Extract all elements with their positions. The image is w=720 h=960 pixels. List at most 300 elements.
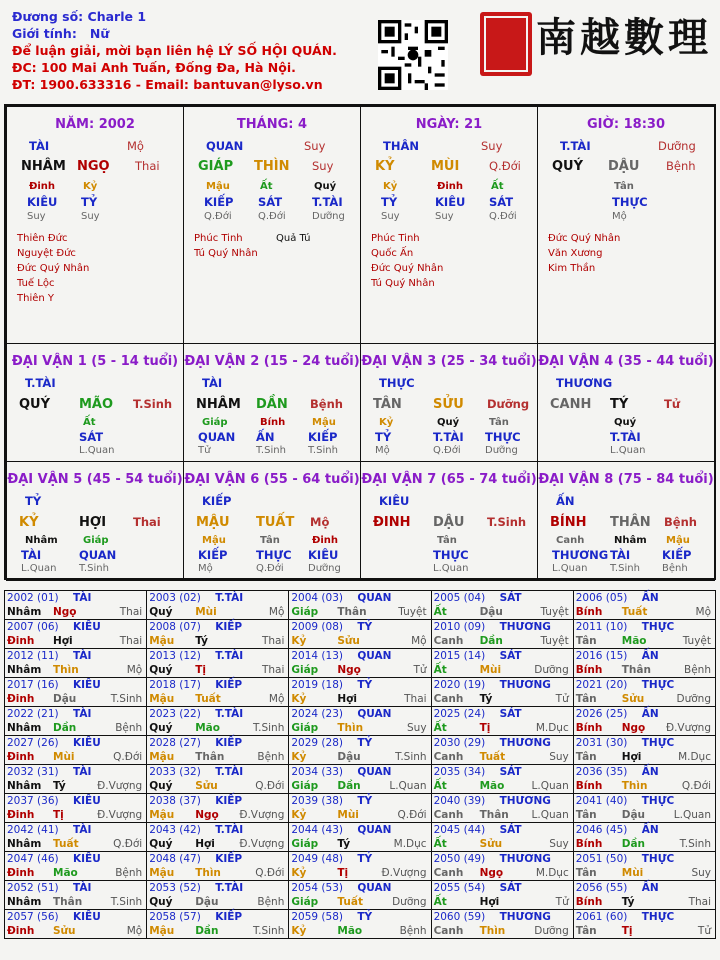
dai-van-1: [6, 343, 184, 462]
dv-hidden-stem-3: Đinh: [312, 535, 339, 546]
year-can: Tân: [575, 809, 597, 821]
god-star: Quốc Ấn: [371, 248, 414, 259]
annual-row: [5, 620, 716, 649]
hidden-stem-2: Kỷ: [83, 181, 98, 192]
pillar-top-right: Dưỡng: [658, 139, 696, 153]
dv-hidden-phase-2: L.Quan: [610, 445, 646, 456]
dai-van-chi: DẦN: [256, 397, 288, 412]
annual-cell: [5, 765, 147, 794]
dv-hidden-stem-2: Quý: [614, 417, 637, 428]
year-can: Đinh: [7, 867, 35, 879]
dv-hidden-stem-2: Tân: [437, 535, 457, 546]
year-can: Kỷ: [291, 809, 307, 821]
dai-van-star: ẤN: [556, 494, 575, 508]
annual-row: [5, 678, 716, 707]
annual-cell: [431, 678, 573, 707]
year-label: 2030 (29): [433, 737, 486, 749]
year-can: Mậu: [149, 635, 175, 647]
year-can: Nhâm: [7, 664, 42, 676]
year-chi: Dần: [195, 925, 219, 937]
year-star: THƯƠNG: [499, 737, 551, 749]
annual-cell: [431, 823, 573, 852]
year-chi: Dậu: [53, 693, 77, 705]
annual-cell: [5, 736, 147, 765]
year-star: TÀI: [73, 592, 92, 604]
year-chi: Dậu: [195, 896, 219, 908]
year-phase: Mộ: [268, 606, 285, 618]
dai-van-2: [183, 343, 361, 462]
year-phase: Thai: [688, 896, 711, 908]
dai-van-chi: HỢI: [79, 515, 107, 530]
year-phase: Suy: [691, 867, 711, 879]
dv-hidden-stem-1: Nhâm: [25, 535, 58, 546]
dv-hidden-phase-1: Tử: [198, 445, 211, 456]
annual-cell: [289, 794, 431, 823]
year-phase: Đ.Vượng: [239, 838, 285, 850]
year-label: 2037 (36): [7, 795, 59, 807]
dai-van-chi: SỬU: [433, 397, 464, 412]
annual-luck-table: [4, 590, 716, 939]
year-can: Canh: [433, 925, 464, 937]
year-chi: Tuất: [53, 838, 79, 850]
year-phase: Bệnh: [257, 896, 285, 908]
year-phase: M.Dục: [535, 867, 569, 879]
year-label: 2051 (50): [575, 853, 628, 865]
pillar-top-right: Mộ: [127, 139, 144, 153]
annual-cell: [289, 591, 431, 620]
year-star: T.TÀI: [215, 708, 244, 720]
year-star: THƯƠNG: [499, 795, 551, 807]
year-label: 2056 (55): [575, 882, 628, 894]
year-label: 2052 (51): [7, 882, 59, 894]
year-can: Kỷ: [291, 635, 307, 647]
year-star: ẤN: [641, 708, 659, 720]
year-can: Ất: [433, 664, 447, 676]
year-chi: Ngọ: [621, 722, 646, 734]
annual-row: [5, 649, 716, 678]
pillar-title: GIỜ: 18:30: [587, 117, 665, 132]
year-label: 2061 (60): [575, 911, 628, 923]
year-star: SÁT: [499, 882, 522, 894]
annual-cell: [5, 852, 147, 881]
year-chi: Thìn: [337, 722, 364, 734]
dv-hidden-stem-2: Quý: [437, 417, 460, 428]
year-can: Nhâm: [7, 606, 42, 618]
year-can: Canh: [433, 809, 464, 821]
year-can: Canh: [433, 751, 464, 763]
dai-van-star: T.TÀI: [25, 376, 56, 390]
year-can: Kỷ: [291, 693, 307, 705]
dv-hidden-phase-1: Mộ: [375, 445, 390, 456]
dai-van-star: KIẾP: [202, 494, 232, 508]
year-label: 2013 (12): [149, 650, 201, 662]
hidden-phase-1: Suy: [27, 211, 46, 222]
pillar-phase: Thai: [135, 159, 160, 173]
year-label: 2024 (23): [291, 708, 343, 720]
god-star: Kim Thần: [548, 263, 596, 274]
year-can: Đinh: [7, 693, 35, 705]
annual-cell: [573, 910, 715, 939]
annual-row: [5, 881, 716, 910]
year-phase: L.Quan: [531, 809, 569, 821]
dv-hidden-phase-2: T.Sinh: [610, 563, 640, 574]
dai-van-can: CANH: [550, 397, 592, 412]
annual-row: [5, 707, 716, 736]
year-chi: Sửu: [479, 838, 503, 850]
year-chi: Hợi: [337, 693, 357, 705]
year-label: 2029 (28): [291, 737, 343, 749]
dai-van-title: ĐẠI VẬN 8 (75 - 84 tuổi): [538, 472, 714, 487]
year-label: 2006 (05): [575, 592, 628, 604]
year-label: 2045 (44): [433, 824, 486, 836]
dv-hidden-phase-3: Dưỡng: [308, 563, 341, 574]
annual-cell: [573, 881, 715, 910]
year-phase: Tuyệt: [540, 606, 569, 618]
dai-van-phase: T.Sinh: [133, 397, 173, 411]
year-can: Tân: [575, 925, 597, 937]
year-phase: Bệnh: [115, 867, 143, 879]
hidden-star-2: KIÊU: [435, 195, 466, 209]
annual-cell: [431, 794, 573, 823]
year-chi: Tý: [337, 838, 351, 850]
annual-row: [5, 910, 716, 939]
dai-van-can: NHÂM: [196, 397, 241, 412]
dai-van-can: QUÝ: [19, 397, 51, 412]
year-star: KIẾP: [215, 853, 243, 865]
annual-cell: [573, 678, 715, 707]
year-can: Quý: [149, 838, 173, 850]
dv-hidden-star-1: TỶ: [375, 430, 392, 444]
logo: 南越數理: [536, 14, 712, 61]
dai-van-star: TÀI: [202, 376, 223, 390]
year-phase: Q.Đới: [113, 751, 143, 763]
year-label: 2048 (47): [149, 853, 201, 865]
year-label: 2058 (57): [149, 911, 201, 923]
year-star: TỶ: [357, 911, 373, 923]
dv-hidden-star-2: SÁT: [79, 430, 104, 444]
annual-cell: [5, 794, 147, 823]
dai-van-title: ĐẠI VẬN 3 (25 - 34 tuổi): [361, 354, 537, 369]
dai-van-8: [537, 461, 715, 581]
annual-cell: [431, 852, 573, 881]
god-star: Tú Quý Nhân: [371, 278, 435, 289]
pillar-can: KỶ: [375, 159, 395, 174]
year-chi: Hợi: [621, 751, 642, 763]
dai-van-title: ĐẠI VẬN 7 (65 - 74 tuổi): [361, 472, 537, 487]
year-chi: Ngọ: [53, 606, 77, 618]
dv-hidden-stem-1: Canh: [556, 535, 585, 546]
hidden-phase-1: Q.Đới: [204, 211, 232, 222]
hidden-stem-1: Đinh: [29, 181, 56, 192]
year-phase: Đ.Vượng: [381, 867, 427, 879]
owner-label: Đương số:: [12, 9, 84, 24]
year-phase: T.Sinh: [252, 925, 285, 937]
year-chi: Sửu: [337, 635, 360, 647]
year-star: KIẾP: [215, 911, 243, 923]
annual-cell: [573, 649, 715, 678]
year-star: THỰC: [641, 679, 675, 691]
year-can: Kỷ: [291, 925, 307, 937]
god-extra: Quả Tú: [276, 233, 311, 244]
year-star: TỶ: [357, 621, 373, 633]
annual-cell: [147, 881, 289, 910]
annual-cell: [147, 765, 289, 794]
annual-cell: [289, 649, 431, 678]
hidden-phase-2: Suy: [81, 211, 100, 222]
year-phase: Đ.Vượng: [239, 809, 285, 821]
pillar-chi: NGỌ: [77, 159, 110, 174]
year-label: 2053 (52): [149, 882, 201, 894]
dai-van-4: [537, 343, 715, 462]
dai-van-star: TỶ: [25, 494, 42, 508]
annual-cell: [5, 910, 147, 939]
god-star: Tuế Lộc: [17, 278, 55, 289]
year-label: 2004 (03): [291, 592, 343, 604]
dv-hidden-phase-3: Bệnh: [662, 563, 688, 574]
annual-cell: [289, 620, 431, 649]
year-chi: Thân: [621, 664, 651, 676]
year-can: Mậu: [149, 751, 175, 763]
hidden-star-2: SÁT: [258, 195, 283, 209]
year-label: 2020 (19): [433, 679, 486, 691]
year-star: KIẾP: [215, 795, 243, 807]
dai-van-title: ĐẠI VẬN 6 (55 - 64 tuổi): [184, 472, 360, 487]
dv-hidden-stem-2: Tân: [260, 535, 280, 546]
pillar-can: GIÁP: [198, 159, 234, 174]
year-star: THƯƠNG: [499, 853, 551, 865]
year-star: QUAN: [357, 708, 392, 720]
dv-hidden-phase-3: Dưỡng: [485, 445, 518, 456]
year-label: 2055 (54): [433, 882, 486, 894]
year-can: Bính: [575, 896, 603, 908]
pillar-top-right: Suy: [481, 139, 503, 153]
year-star: TỶ: [357, 737, 373, 749]
dai-van-chi: MÃO: [79, 397, 114, 412]
year-label: 2050 (49): [433, 853, 486, 865]
year-can: Ất: [433, 838, 447, 850]
year-chi: Dần: [621, 838, 646, 850]
year-phase: Bệnh: [399, 925, 427, 937]
year-phase: Dưỡng: [534, 664, 569, 676]
year-chi: Mão: [337, 925, 363, 937]
pillar-title: THÁNG: 4: [236, 117, 308, 132]
year-star: KIÊU: [73, 795, 101, 807]
year-can: Giáp: [291, 896, 319, 908]
year-can: Bính: [575, 838, 603, 850]
year-star: THỰC: [641, 621, 675, 633]
year-star: QUAN: [357, 882, 392, 894]
pillar-star: QUAN: [206, 139, 244, 153]
year-star: KIẾP: [215, 737, 243, 749]
year-phase: Thai: [119, 635, 143, 647]
dai-van-phase: Mộ: [310, 515, 330, 529]
dai-van-5: [6, 461, 184, 581]
dv-hidden-star-2: ẤN: [256, 430, 275, 444]
dv-hidden-stem-1: Kỷ: [379, 417, 394, 428]
dv-hidden-phase-1: L.Quan: [552, 563, 588, 574]
year-phase: Tuyệt: [682, 635, 711, 647]
annual-cell: [147, 620, 289, 649]
hidden-phase-2: Mộ: [612, 211, 627, 222]
year-star: SÁT: [499, 708, 522, 720]
dv-hidden-phase-1: Mộ: [198, 563, 213, 574]
dai-van-title: ĐẠI VẬN 5 (45 - 54 tuổi): [7, 472, 183, 487]
hidden-phase-2: Suy: [435, 211, 454, 222]
year-phase: Đ.Vượng: [665, 722, 711, 734]
year-chi: Mão: [195, 722, 220, 734]
dv-hidden-phase-2: T.Sinh: [79, 563, 109, 574]
dai-van-star: KIÊU: [379, 494, 410, 508]
year-phase: Tử: [555, 896, 569, 908]
year-phase: Bệnh: [684, 664, 711, 676]
year-can: Tân: [575, 867, 597, 879]
year-can: Ất: [433, 606, 447, 618]
year-phase: L.Quan: [673, 809, 711, 821]
year-can: Mậu: [149, 925, 175, 937]
year-star: QUAN: [357, 650, 392, 662]
year-can: Kỷ: [291, 751, 307, 763]
year-star: TỶ: [357, 795, 373, 807]
year-chi: Sửu: [621, 693, 645, 705]
year-phase: Tuyệt: [540, 635, 569, 647]
year-label: 2025 (24): [433, 708, 486, 720]
year-star: KIÊU: [73, 621, 101, 633]
year-star: T.TÀI: [215, 592, 244, 604]
dai-van-can: TÂN: [373, 397, 402, 412]
year-star: ẤN: [641, 824, 659, 836]
pillar-star: THÂN: [383, 139, 419, 153]
dv-hidden-phase-1: L.Quan: [21, 563, 57, 574]
address: ĐC: 100 Mai Anh Tuấn, Đống Đa, Hà Nội.: [12, 60, 296, 75]
year-chi: Mùi: [53, 751, 75, 763]
year-phase: T.Sinh: [252, 722, 285, 734]
year-chi: Dậu: [337, 751, 361, 763]
year-star: SÁT: [499, 650, 522, 662]
year-chi: Mùi: [621, 867, 644, 879]
year-label: 2046 (45): [575, 824, 628, 836]
year-label: 2041 (40): [575, 795, 628, 807]
dv-hidden-stem-3: Mậu: [666, 535, 690, 546]
year-chi: Dậu: [621, 809, 646, 821]
dv-hidden-phase-3: T.Sinh: [308, 445, 338, 456]
dv-hidden-star-1: KIẾP: [198, 548, 228, 562]
hidden-stem-2: Ất: [260, 181, 273, 192]
year-star: KIẾP: [215, 679, 243, 691]
year-phase: Suy: [549, 751, 569, 763]
year-can: Quý: [149, 896, 173, 908]
annual-cell: [5, 678, 147, 707]
year-star: THỰC: [641, 853, 675, 865]
year-phase: Mộ: [126, 925, 143, 937]
year-can: Tân: [575, 751, 597, 763]
annual-cell: [5, 823, 147, 852]
year-phase: Q.Đới: [255, 780, 285, 792]
annual-cell: [5, 591, 147, 620]
year-star: ẤN: [641, 650, 659, 662]
year-chi: Mão: [621, 635, 647, 647]
hidden-stem-2: Đinh: [437, 181, 464, 192]
year-star: TÀI: [73, 650, 92, 662]
year-chi: Mùi: [337, 809, 359, 821]
year-star: KIÊU: [73, 853, 101, 865]
year-star: TÀI: [73, 824, 92, 836]
year-label: 2005 (04): [433, 592, 486, 604]
year-phase: Q.Đới: [681, 780, 711, 792]
year-star: QUAN: [357, 592, 392, 604]
year-star: T.TÀI: [215, 650, 244, 662]
year-can: Ất: [433, 722, 447, 734]
annual-cell: [289, 678, 431, 707]
year-label: 2010 (09): [433, 621, 486, 633]
year-can: Đinh: [7, 809, 35, 821]
year-label: 2012 (11): [7, 650, 59, 662]
year-chi: Thân: [479, 809, 509, 821]
owner-name: Charle 1: [87, 9, 147, 24]
year-chi: Tị: [621, 925, 633, 937]
pillar-chi: MÙI: [431, 159, 460, 174]
dv-hidden-stem-3: Tân: [489, 417, 509, 428]
annual-cell: [431, 765, 573, 794]
year-can: Canh: [433, 867, 464, 879]
annual-cell: [5, 620, 147, 649]
year-phase: Mộ: [695, 606, 711, 618]
year-phase: Mộ: [268, 693, 285, 705]
annual-cell: [289, 910, 431, 939]
year-can: Kỷ: [291, 867, 307, 879]
year-phase: Thai: [261, 664, 285, 676]
year-star: SÁT: [499, 824, 522, 836]
bazi-chart: [4, 104, 716, 580]
year-can: Tân: [575, 635, 597, 647]
dv-hidden-phase-2: L.Quan: [433, 563, 469, 574]
year-phase: Suy: [407, 722, 427, 734]
year-star: THỰC: [641, 911, 675, 923]
year-label: 2023 (22): [149, 708, 201, 720]
year-star: KIẾP: [215, 621, 243, 633]
year-phase: Thai: [404, 693, 427, 705]
dai-van-6: [183, 461, 361, 581]
annual-cell: [147, 591, 289, 620]
year-star: TỶ: [357, 679, 373, 691]
year-chi: Tuất: [621, 606, 648, 618]
dv-hidden-star-3: KIẾP: [308, 430, 338, 444]
annual-cell: [573, 620, 715, 649]
annual-row: [5, 736, 716, 765]
year-chi: Tý: [53, 780, 66, 792]
year-can: Nhâm: [7, 722, 42, 734]
year-label: 2009 (08): [291, 621, 343, 633]
annual-cell: [289, 881, 431, 910]
pillar-2: [183, 106, 361, 344]
year-label: 2049 (48): [291, 853, 343, 865]
pillar-top-right: Suy: [304, 139, 326, 153]
year-can: Quý: [149, 780, 173, 792]
year-label: 2031 (30): [575, 737, 628, 749]
year-phase: Đ.Vượng: [97, 780, 143, 792]
year-phase: M.Dục: [393, 838, 427, 850]
year-can: Giáp: [291, 606, 319, 618]
year-chi: Mùi: [195, 606, 217, 618]
year-phase: Bệnh: [257, 751, 285, 763]
year-chi: Tý: [621, 896, 635, 908]
annual-row: [5, 591, 716, 620]
dai-van-phase: Thai: [133, 515, 161, 529]
year-phase: Dưỡng: [676, 693, 711, 705]
dv-hidden-star-2: T.TÀI: [610, 430, 641, 444]
dv-hidden-star-2: T.TÀI: [433, 430, 464, 444]
pillar-phase: Q.Đới: [489, 159, 521, 173]
dv-hidden-star-3: THỰC: [485, 430, 521, 444]
